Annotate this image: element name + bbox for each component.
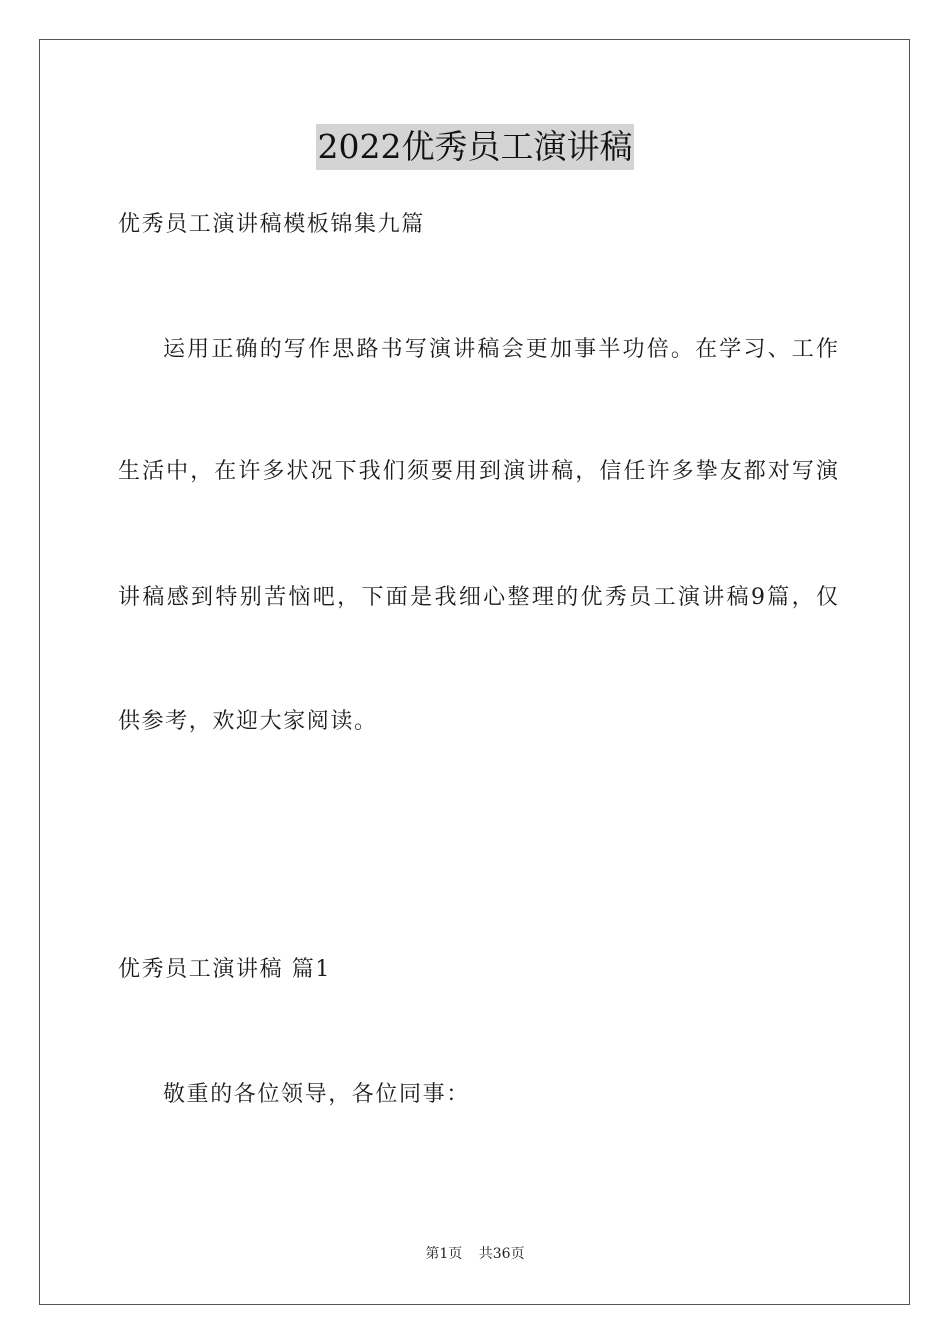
- page-number: 第1页: [425, 1246, 463, 1262]
- section-heading: 优秀员工演讲稿 篇1: [118, 957, 331, 982]
- intro-line-1: 运用正确的写作思路书写演讲稿会更加事半功倍。在学习、工作: [163, 337, 838, 362]
- intro-line-2: 生活中，在许多状况下我们须要用到演讲稿，信任许多挚友都对写演: [118, 459, 838, 484]
- title-container: [0, 124, 950, 170]
- page-footer: [0, 1244, 950, 1264]
- document-subtitle: 优秀员工演讲稿模板锦集九篇: [118, 212, 425, 237]
- intro-line-3: 讲稿感到特别苦恼吧，下面是我细心整理的优秀员工演讲稿9篇，仅: [118, 585, 838, 610]
- greeting-line: 敬重的各位领导，各位同事：: [163, 1082, 470, 1107]
- page-total: 共36页: [478, 1246, 525, 1262]
- intro-line-4: 供参考，欢迎大家阅读。: [118, 709, 378, 734]
- document-title: 2022优秀员工演讲稿: [316, 124, 635, 170]
